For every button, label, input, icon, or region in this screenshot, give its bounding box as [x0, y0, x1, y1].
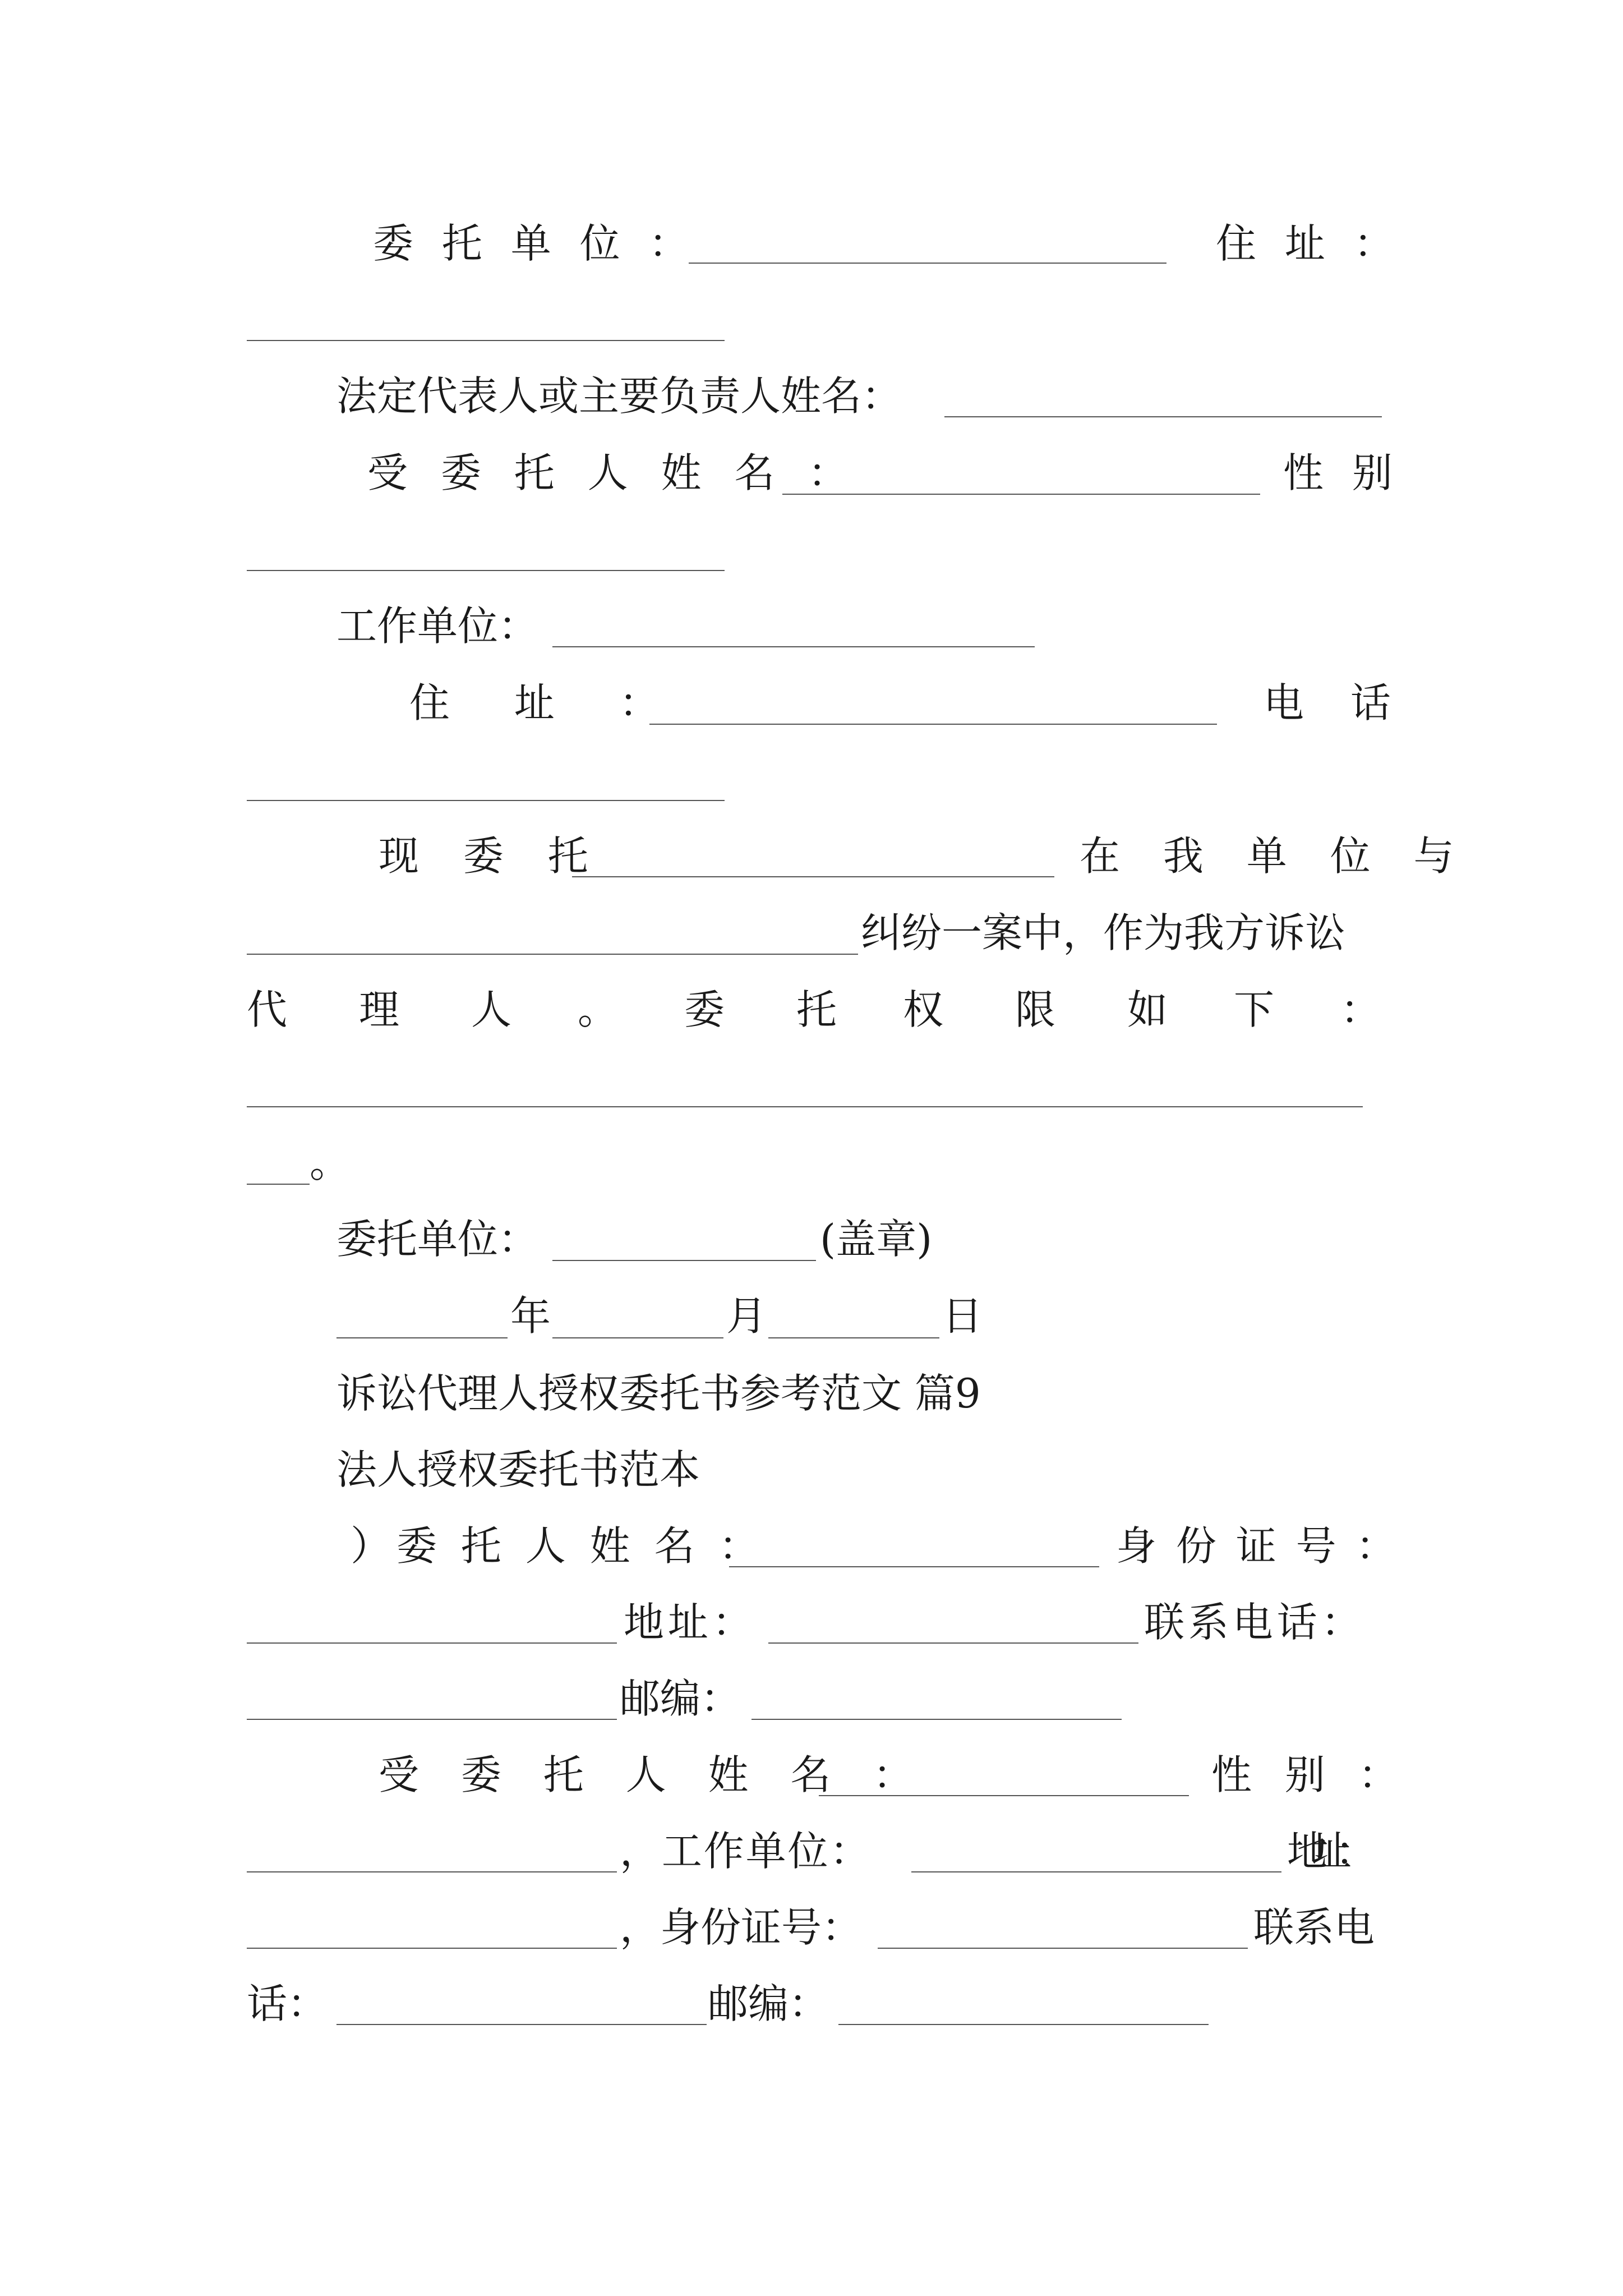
month-blank: [552, 1337, 723, 1338]
address-label-2: 住 址 ：: [409, 679, 685, 726]
address-label-3: 地 址 ：: [624, 1599, 748, 1646]
agent-scope-char: 理: [359, 986, 400, 1033]
trustee-name-label-2: 受 委 托 人 姓 名 ：: [379, 1751, 928, 1798]
agent-scope-char: 代: [247, 986, 288, 1033]
contact-phone-label-2b: 话：: [247, 1980, 328, 2027]
dispute-case-text: 纠纷一案中，作为我方诉讼: [861, 909, 1346, 956]
gender-label-2: 性 别 ：: [1211, 1751, 1409, 1798]
address-label-4: 地 址 ：: [1287, 1828, 1361, 1875]
agent-scope-char: 。: [578, 986, 619, 1033]
agent-scope-char: 权: [903, 986, 944, 1033]
seal-label: (盖章): [820, 1216, 933, 1263]
contact-phone-blank: [247, 1719, 617, 1720]
period-mark: 。: [310, 1139, 351, 1186]
work-unit-blank: [552, 646, 1035, 647]
year-label: 年: [510, 1292, 551, 1340]
gender-blank: [247, 570, 725, 571]
principal-name-label: ）委 托 人 姓 名 ：: [351, 1522, 765, 1570]
at-my-unit-with-label: 在 我 单 位 与: [1080, 832, 1469, 880]
id-number-blank: [247, 1642, 617, 1644]
postcode-blank-2: [838, 2024, 1209, 2025]
day-blank: [768, 1337, 939, 1338]
agent-scope-char: ：: [1340, 986, 1381, 1033]
section-subtitle: 法人授权委托书范本: [336, 1446, 700, 1493]
entrusted-person-blank: [572, 876, 1054, 877]
postcode-label: 邮编：: [620, 1675, 741, 1722]
trustee-name-label: 受 委 托 人 姓 名 ：: [367, 449, 859, 496]
gender-label: 性 别: [1283, 449, 1400, 496]
postcode-label-2: 邮编：: [708, 1980, 829, 2027]
now-entrust-label: 现 委 托: [379, 832, 604, 880]
authority-scope-blank-end: [247, 1184, 310, 1185]
gender-blank-2: [247, 1871, 617, 1872]
contact-phone-label: 联 系 电 话 ：: [1144, 1599, 1357, 1646]
agent-scope-char: 限: [1015, 986, 1056, 1033]
trustee-name-blank: [782, 494, 1260, 495]
work-unit-label: 工作单位：: [336, 602, 539, 650]
id-number-blank-2: [878, 1948, 1248, 1949]
phone-blank: [247, 800, 725, 801]
legal-representative-label: 法定代表人或主要负责人姓名：: [336, 372, 902, 420]
work-unit-blank-2: [911, 1871, 1281, 1872]
agent-scope-char: 托: [796, 986, 837, 1033]
entrust-unit-blank: [689, 263, 1166, 264]
trustee-name-blank-2: [819, 1795, 1189, 1796]
contact-phone-label-2a: 联系电: [1253, 1904, 1375, 1951]
id-number-label-2: ，身份证号：: [620, 1904, 863, 1951]
address-blank: [247, 340, 725, 341]
agent-scope-char: 如: [1127, 986, 1168, 1033]
signing-unit-blank: [552, 1260, 816, 1261]
section-title: 诉讼代理人授权委托书参考范文 篇9: [336, 1370, 981, 1417]
postcode-blank: [751, 1719, 1122, 1720]
address-label: 住 址 ：: [1216, 220, 1402, 267]
day-label: 日: [942, 1292, 983, 1340]
phone-label: 电 话: [1264, 679, 1408, 726]
contact-phone-blank-2: [336, 2024, 707, 2025]
legal-representative-blank: [944, 416, 1382, 417]
id-number-label: 身 份 证 号 ：: [1116, 1522, 1400, 1570]
signing-unit-label: 委托单位：: [336, 1216, 539, 1263]
agent-scope-char: 委: [684, 986, 725, 1033]
agent-scope-char: 人: [471, 986, 512, 1033]
authority-scope-blank: [247, 1106, 1363, 1107]
opposing-party-blank: [247, 954, 858, 955]
principal-name-blank: [729, 1566, 1099, 1567]
address-blank-3: [768, 1642, 1138, 1644]
address-blank-2: [649, 724, 1217, 725]
entrust-unit-label: 委 托 单 位 ：: [373, 220, 697, 267]
address-blank-4: [247, 1948, 617, 1949]
agent-scope-char: 下: [1234, 986, 1275, 1033]
work-unit-label-2: ， 工 作 单 位 ：: [620, 1828, 865, 1875]
year-blank: [336, 1337, 508, 1338]
month-label: 月: [726, 1292, 767, 1340]
